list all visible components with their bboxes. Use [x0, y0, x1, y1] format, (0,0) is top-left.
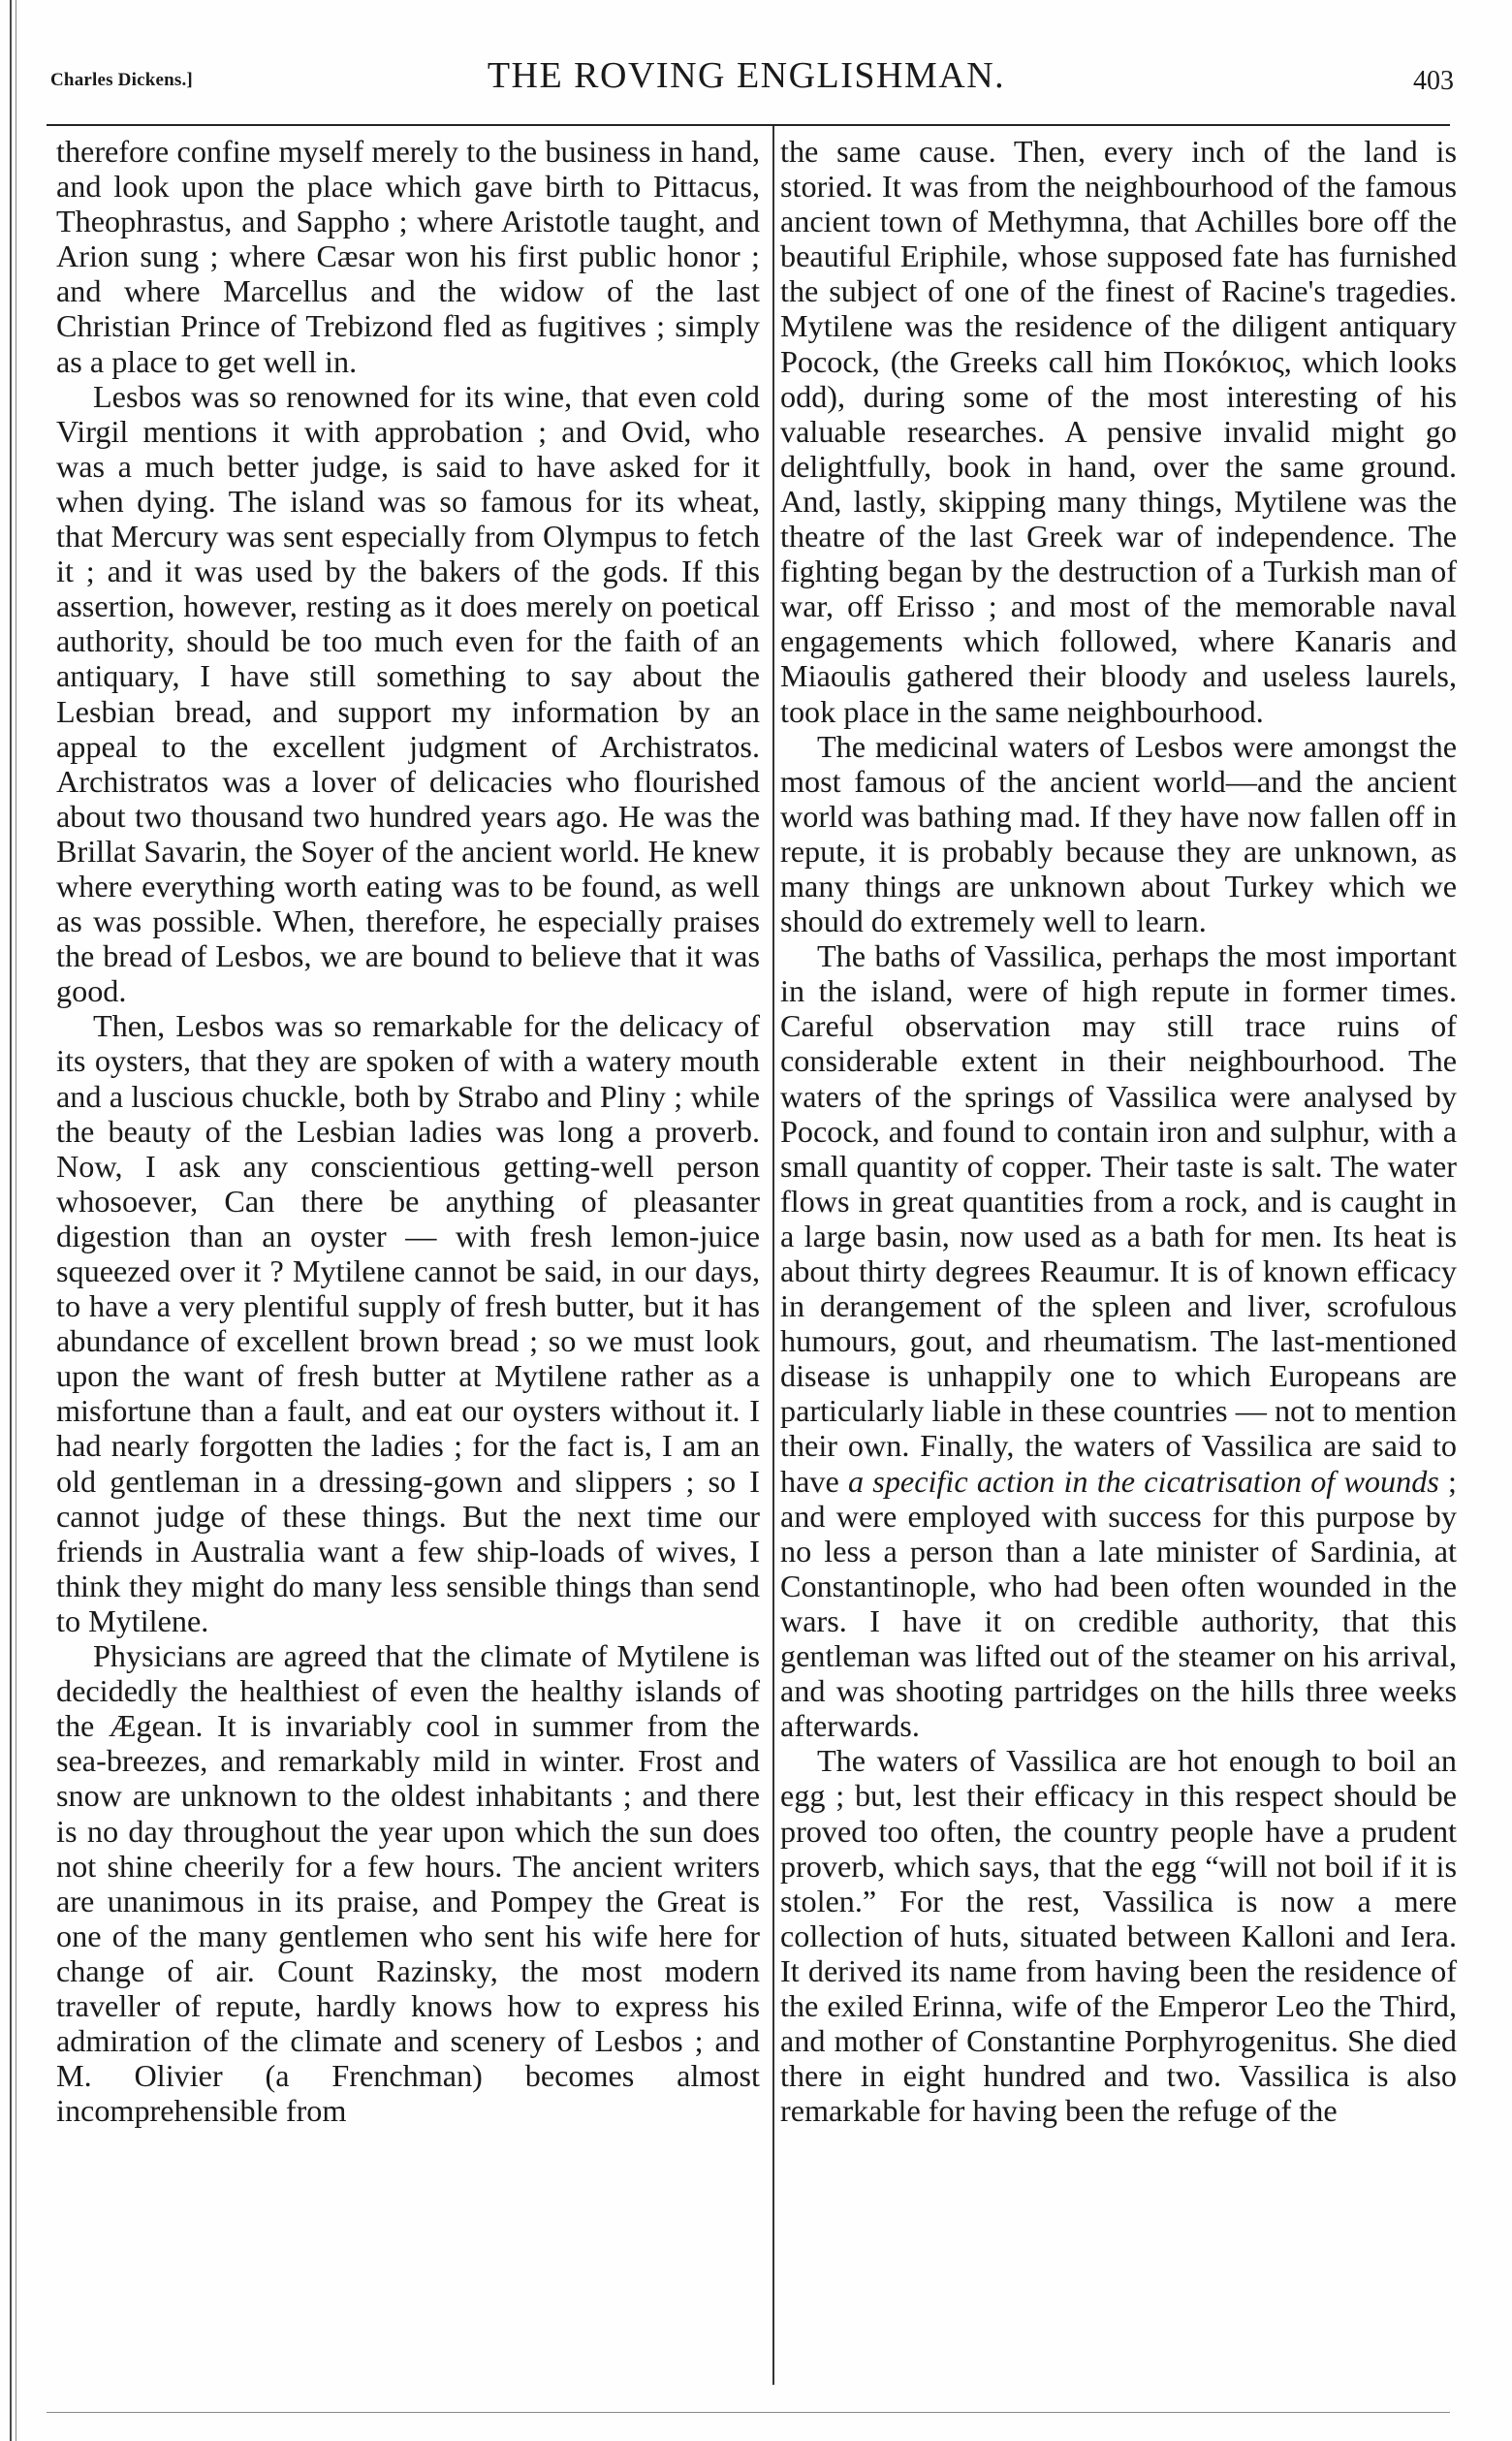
paragraph: Physicians are agreed that the climate of Mytilene is decidedly the healthiest of even the healthy islands of the Ægean. It is invariably cool in summer from the sea-breezes, and remarkably mild in winter. Frost and snow are unknown to the oldest inhabitants ; and there is no day throughout the year upon which the sun does not shine cheerily for a few hours. The ancient writers are unanimous in its praise, and Pompey the Great is one of the many gentlemen who sent his wife here for change of air. Count Razinsky, the most modern traveller of repute, hardly knows how to express his admiration of the climate and scenery of Lesbos ; and M. Olivier (a Frenchman) becomes almost incomprehensible from: [56, 1638, 760, 2129]
header-rule: [47, 124, 1450, 126]
paragraph-text: The baths of Vassilica, perhaps the most important in the island, were of high repute in former times. Careful observation may still trace ruins of considerable extent in their neighbourhood. The waters of the springs of Vassilica were analysed by Pocock, and found to contain iron and sulphur, with a small quantity of copper. Their taste is salt. The water flows in great quantities from a rock, and is caught in a large basin, now used as a bath for men. Its heat is about thirty degrees Reaumur. It is of known efficacy in derangement of the spleen and liver, scrofulous humours, gout, and rheumatism. The last-mentioned disease is unhappily one to which Europeans are particularly liable in these countries — not to mention their own. Finally, the waters of Vassilica are said to have: [780, 938, 1457, 1499]
footer-rule: [47, 2412, 1450, 2413]
paragraph: Lesbos was so renowned for its wine, that even cold Virgil mentions it with approbation ; and Ovid, who was a much better judge, is said to have asked for it when dying. The island was so famous for its wheat, that Mercury was sent especially from Olympus to fetch it ; and it was used by the bakers of the gods. If this assertion, however, resting as it does merely on poetical authority, should be too much even for the faith of an antiquary, I have still something to say about the Lesbian bread, and support my information by an appeal to the excellent judgment of Archistratos. Archistratos was a lover of delicacies who flourished about two thousand two hundred years ago. He was the Brillat Savarin, the Soyer of the ancient world. He knew where everything worth eating was to be found, as well as was possible. When, therefore, he especially praises the bread of Lesbos, we are bound to believe that it was good.: [56, 378, 760, 1009]
running-head-source: Charles Dickens.]: [50, 70, 193, 90]
paragraph: the same cause. Then, every inch of the land is storied. It was from the neighbourhood of the famous ancient town of Methymna, that Achilles bore off the beautiful Eriphile, whose supposed fate has furnished the subject of one of the finest of Racine's tragedies. Mytilene was the residence of the diligent antiquary Pocock, (the Greeks call him Ποκόκιος, which looks odd), during some of the most interesting of his valuable researches. A pensive invalid might go delightfully, book in hand, over the same ground. And, lastly, skipping many things, Mytilene was the theatre of the last Greek war of independence. The fighting began by the destruction of a Turkish man of war, off Erisso ; and most of the memorable naval engagements which followed, where Kanaris and Miaoulis gathered their bloody and useless laurels, took place in the same neighbourhood.: [780, 134, 1457, 729]
paragraph-text: ; and were employed with success for this purpose by no less a person than a late minister of Sardinia, at Constantinople, who had been often wounded in the wars. I have it on credible authority, that this gentleman was lifted out of the steamer on his arrival, and was shooting partridges on the hills three weeks afterwards.: [780, 1463, 1457, 1744]
page-number: 403: [1413, 66, 1454, 96]
binding-edge-line: [10, 0, 12, 2441]
page-header: [39, 50, 1454, 118]
right-column: [780, 134, 1457, 2402]
paragraph: Then, Lesbos was so remarkable for the delicacy of its oysters, that they are spoken of with a watery mouth and a luscious chuckle, both by Strabo and Pliny ; while the beauty of the Lesbian ladies was long a proverb. Now, I ask any conscientious getting-well person whosoever, Can there be anything of pleasanter digestion than an oyster — with fresh lemon-juice squeezed over it ? Mytilene cannot be said, in our days, to have a very plentiful supply of fresh butter, but it has abundance of excellent brown bread ; so we must look upon the want of fresh butter at Mytilene rather as a misfortune than a fault, and eat our oysters without it. I had nearly forgotten the ladies ; for the fact is, I am an old gentleman in a dressing-gown and slippers ; so I cannot judge of these things. But the next time our friends in Australia want a few ship-loads of wives, I think they might do many less sensible things than send to Mytilene.: [56, 1008, 760, 1638]
column-divider: [772, 126, 774, 2385]
paragraph: [780, 938, 1457, 1743]
left-column: [56, 134, 760, 2402]
paragraph: therefore confine myself merely to the business in hand, and look upon the place which gave birth to Pittacus, Theophrastus, and Sappho ; where Aristotle taught, and Arion sung ; where Cæsar won his first public honor ; and where Marcellus and the widow of the last Christian Prince of Trebizond fled as fugitives ; simply as a place to get well in.: [56, 134, 760, 379]
italic-phrase: a specific action in the cicatrisation of wounds: [847, 1463, 1439, 1499]
running-head-title: THE ROVING ENGLISHMAN.: [487, 55, 1006, 96]
paragraph: The medicinal waters of Lesbos were amongst the most famous of the ancient world—and the ancient world was bathing mad. If they have now fallen off in repute, it is probably because they are unknown, as many things are unknown about Turkey which we should do extremely well to learn.: [780, 728, 1457, 939]
paragraph: The waters of Vassilica are hot enough to boil an egg ; but, lest their efficacy in this respect should be proved too often, the country people have a prudent proverb, which says, that the egg “will not boil if it is stolen.” For the rest, Vassilica is now a mere collection of huts, situated between Kalloni and Iera. It derived its name from having been the residence of the exiled Erinna, wife of the Emperor Leo the Third, and mother of Constantine Porphyrogenitus. She died there in eight hundred and two. Vassilica is also remarkable for having been the refuge of the: [780, 1743, 1457, 2129]
